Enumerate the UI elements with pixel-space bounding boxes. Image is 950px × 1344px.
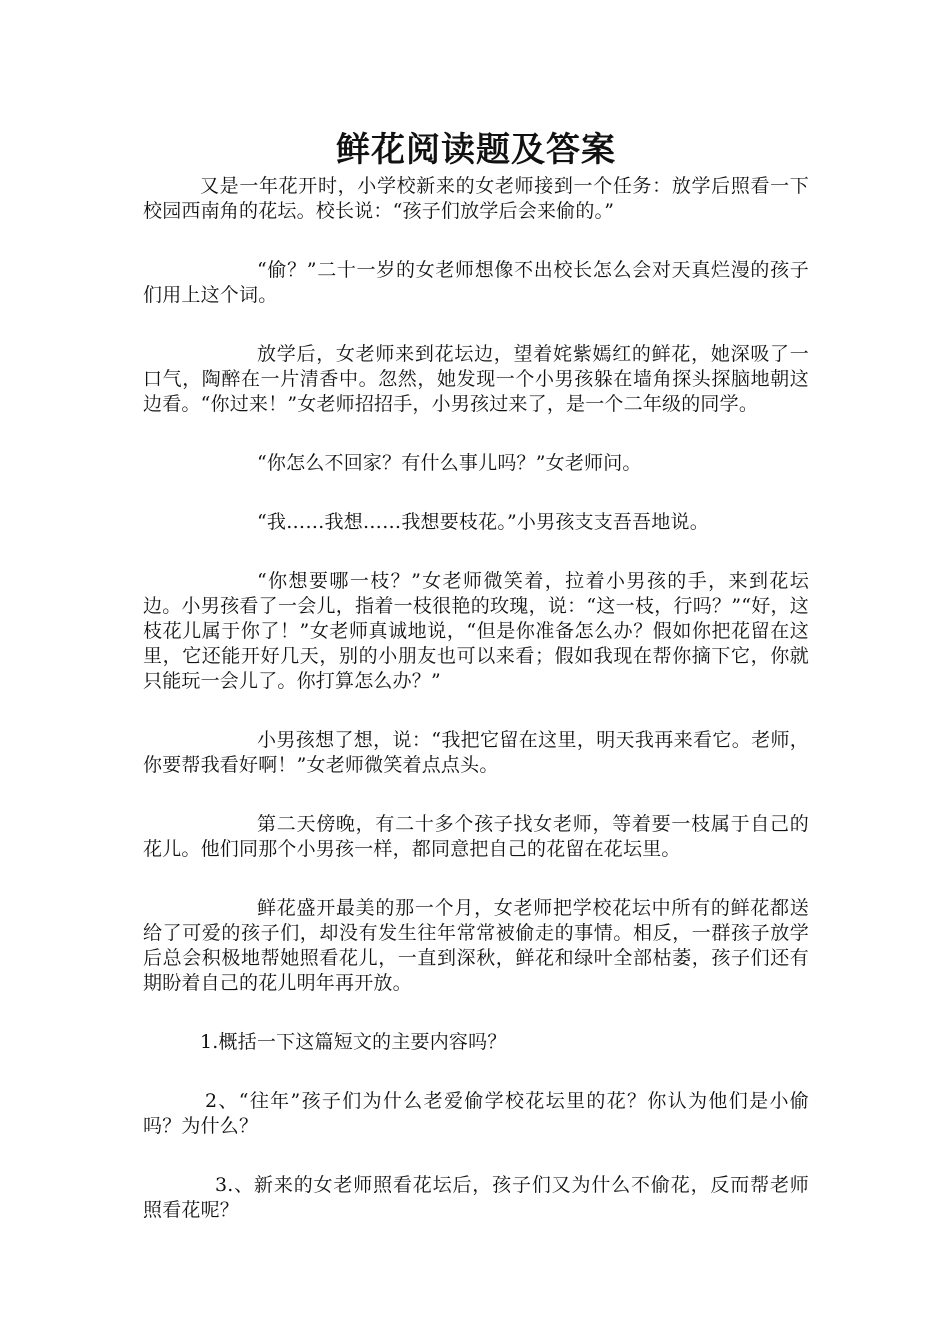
paragraph-4: “你怎么不回家？有什么事儿吗？”女老师问。 bbox=[257, 452, 642, 474]
paragraph-3: 放学后，女老师来到花坛边，望着姹紫嫣红的鲜花，她深吸了一口气，陶醉在一片清香中。忽然，她发现一个小男孩躲在墙角探头探脑地朝这边看。“你过来！”女老师招招手，小男孩过来了，是一个二年级的同学。 bbox=[143, 343, 809, 415]
paragraph-5: “我……我想……我想要枝花。”小男孩支支吾吾地说。 bbox=[257, 511, 709, 533]
document-page bbox=[143, 128, 809, 1223]
paragraph-6: “你想要哪一枝？”女老师微笑着，拉着小男孩的手，来到花坛边。小男孩看了一会儿，指着一枝很艳的玫瑰，说：“这一枝，行吗？”“好，这枝花儿属于你了！”女老师真诚地说，“但是你准备怎么办？假如你把花留在这里，它还能开好几天，别的小朋友也可以来看；假如我现在帮你摘下它，你就只能玩一会儿了。你打算怎么办？” bbox=[143, 570, 809, 692]
paragraph-1: 又是一年花开时，小学校新来的女老师接到一个任务：放学后照看一下校园西南角的花坛。校长说：“孩子们放学后会来偷的。” bbox=[143, 175, 809, 222]
paragraph-7: 小男孩想了想，说：“我把它留在这里，明天我再来看它。老师，你要帮我看好啊！”女老师微笑着点点头。 bbox=[143, 729, 809, 776]
paragraph-2: “偷？”二十一岁的女老师想像不出校长怎么会对天真烂漫的孩子们用上这个词。 bbox=[143, 259, 809, 306]
question-3: 3.、新来的女老师照看花坛后，孩子们又为什么不偷花，反而帮老师照看花呢？ bbox=[143, 1174, 809, 1221]
paragraph-9: 鲜花盛开最美的那一个月，女老师把学校花坛中所有的鲜花都送给了可爱的孩子们，却没有发生往年常常被偷走的事情。相反，一群孩子放学后总会积极地帮她照看花儿，一直到深秋，鲜花和绿叶全部枯萎，孩子们还有期盼着自己的花儿明年再开放。 bbox=[143, 897, 809, 994]
document-title: 鲜花阅读题及答案 bbox=[336, 130, 616, 170]
paragraph-8: 第二天傍晚，有二十多个孩子找女老师，等着要一枝属于自己的花儿。他们同那个小男孩一样，都同意把自己的花留在花坛里。 bbox=[143, 813, 809, 860]
question-1: 1.概括一下这篇短文的主要内容吗？ bbox=[200, 1031, 507, 1053]
question-2: 2、“往年”孩子们为什么老爱偷学校花坛里的花？你认为他们是小偷吗？为什么？ bbox=[143, 1090, 809, 1137]
